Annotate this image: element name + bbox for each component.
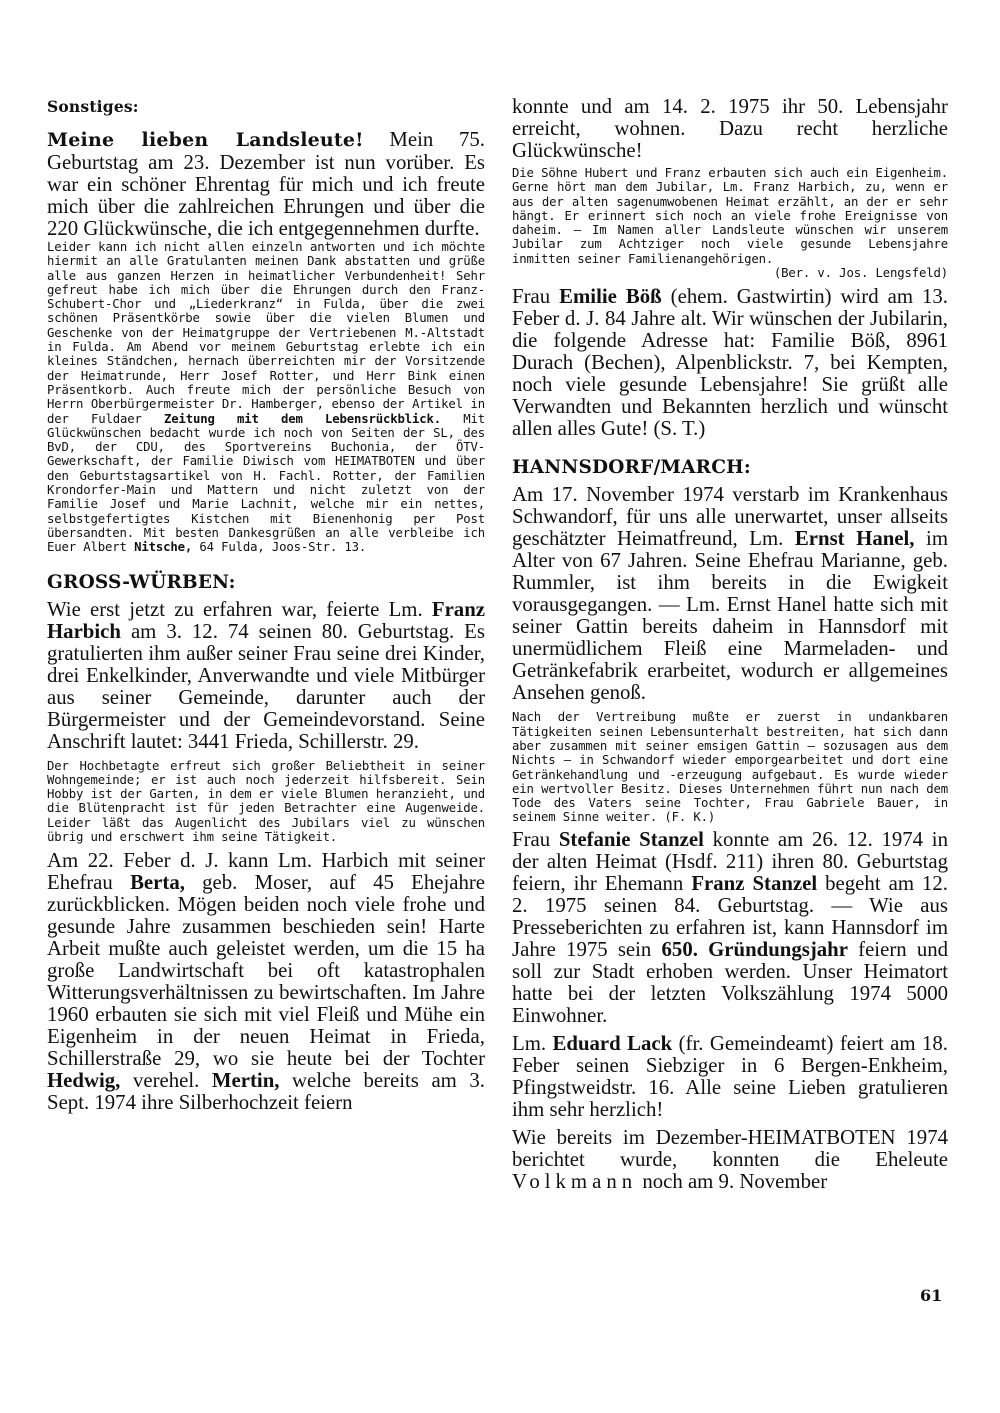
page-number: 61: [920, 1286, 943, 1305]
paragraph: Frau Stefanie Stanzel konnte am 26. 12. 1974 in der alten Heimat (Hsdf. 211) ihren 80. Geburtstag feiern, ihr Ehemann Franz Stanzel begeht am 12. 2. 1975 seinen 84. Geburtstag. — Wie aus Presseberichten zu erfahren ist, kann Hannsdorf im Jahre 1975 sein 650. Gründungsjahr feiern und soll zur Stadt erhoben werden. Unser Heimatort hatte bei der letzten Volkszählung 1974 5000 Einwohner.: [512, 827, 949, 1027]
person-name: Berta,: [130, 871, 185, 895]
paragraph: Am 22. Feber d. J. kann Lm. Harbich mit seiner Ehefrau Berta, geb. Moser, auf 45 Ehejahre zurückblicken. Mögen beiden noch viele frohe und gesunde Jahre zusammen beschieden sein! Harte Arbeit mußte auch geleistet werden, um die 15 ha große Landwirtschaft bei oft katastrophalen Witterungsverhältnissen zu bewirtschaften. Im Jahre 1960 erbauten sie sich mit viel Fleiß und Mühe ein Eigenheim in der neuen Heimat in Frieda, Schillerstraße 29, wo sie heute bei der Tochter Hedwig, verehel. Mertin, welche bereits am 3. Sept. 1974 ihre Silberhochzeit feiern: [47, 849, 486, 1115]
paragraph: Die Söhne Hubert und Franz erbauten sich auch ein Eigenheim. Gerne hört man dem Jubilar, Lm. Franz Harbich, zu, wenn er aus der alten sagenumwobenen Heimat erzählt, an der er sehr hängt. Er erinnert sich noch an viele frohe Ereignisse von daheim. — Im Namen aller Landsleute wünschen wir unserem Jubilar zum Achtziger noch viele gesunde Lebensjahre inmitten seiner Familienangehörigen.: [512, 166, 948, 266]
bold-text: Zeitung mit dem Lebensrückblick.: [164, 411, 442, 426]
left-column: [47, 96, 485, 1114]
signature: (Ber. v. Jos. Lengsfeld): [773, 266, 948, 281]
person-name: Ernst Hanel,: [794, 527, 915, 551]
paragraph: Frau Emilie Böß (ehem. Gastwirtin) wird am 13. Feber d. J. 84 Jahre alt. Wir wünschen der Jubilarin, die folgende Adresse hat: Familie Böß, 8961 Durach (Bechen), Alpenblickstr. 7, bei Kempten, noch viele gesunde Lebensjahre! Sie grüßt alle Verwandten und Bekannten herzlich und wünscht allen alles Gute! (S. T.): [512, 285, 948, 441]
paragraph: Meine lieben Landsleute! Mein 75. Geburtstag am 23. Dezember ist nun vorüber. Es war ein schöner Ehrentag für mich und ich freute mich über die zahlreichen Ehrungen und über die 220 Glückwünsche, die ich entgegennehmen durfte.: [47, 128, 485, 240]
paragraph: Der Hochbetagte erfreut sich großer Beliebtheit in seiner Wohngemeinde; er ist auch noch jederzeit hilfsbereit. Sein Hobby ist der Garten, in dem er viele Blumen heranzieht, und die Blütenpracht ist für jeden Betrachter eine Augenweide. Leider läßt das Augenlicht des Jubilars viel zu wünschen übrig und erschwert ihm seine Tätigkeit.: [47, 758, 485, 845]
paragraph: Leider kann ich nicht allen einzeln antworten und ich möchte hiermit an alle Gratulanten meinen Dank abstatten und grüße alle aus ganzen Herzen in heimatlicher Verbundenheit! Sehr gefreut habe ich mich über die Ehrungen durch den Franz-Schubert-Chor und „Liederkranz“ in Fulda, über die zwei schönen Präsentkörbe sowie über die vielen Blumen und Geschenke von der Heimatgruppe der Vertriebenen M.-Altstadt in Fulda. Am Abend vor meinem Geburtstag erlebte ich ein kleines Ständchen, hernach überreichten mir der Vorsitzende der Heimatrunde, Herr Josef Rotter, und Herr Bink einen Präsentkorb. Auch freute mich der persönliche Besuch von Herrn Oberbürgermeister Dr. Hamberger, ebenso der Artikel in der Fuldaer Zeitung mit dem Lebensrückblick. Mit Glückwünschen bedacht wurde ich noch von Seiten der SL, des BvD, der CDU, des Sportvereins Buchonia, der ÖTV-Gewerkschaft, der Familie Diwisch vom HEIMATBOTEN und über den Geburtstagsartikel von H. Fachl. Rotter, der Familien Krondorfer-Main und Mattern und nicht zuletzt von der Familie Josef und Marie Lachnit, welche mir ein nettes, selbstgefertigtes Kistchen mit Bienenhonig per Post übersandten. Mit besten Dankesgrüßen an alle verbleibe ich Euer Albert Nitsche, 64 Fulda, Joos-Str. 13.: [47, 240, 486, 555]
person-name: Eduard Lack: [552, 1031, 673, 1055]
person-name: Emilie Böß: [559, 285, 662, 309]
person-name: Mertin,: [211, 1069, 280, 1093]
paragraph: Nach der Vertreibung mußte er zuerst in undankbaren Tätigkeiten seinen Lebensunterhalt bestreiten, hat sich dann aber zusammen mit seiner emsigen Gattin — sozusagen aus dem Nichts — in Schwandorf wieder emporgearbeitet und dort eine Getränkehandlung und -erzeugung aufgebaut. Es wurde wieder ein wertvoller Besitz. Dieses Unternehmen führt nun nach dem Tode des Vaters seine Tochter, Frau Gabriele Bauer, in seinem Sinne weiter. (F. K.): [512, 710, 948, 825]
author-name: Nitsche,: [134, 540, 193, 555]
person-name: Stefanie Stanzel: [558, 827, 704, 851]
person-name: Franz Stanzel: [691, 871, 818, 895]
paragraph: Am 17. November 1974 verstarb im Krankenhaus Schwandorf, für uns alle unerwartet, unser allseits geschätzter Heimatfreund, Lm. Ernst Hanel, im Alter von 67 Jahren. Seine Ehefrau Marianne, geb. Rummler, ist ihm bereits in die Ewigkeit vorausgegangen. — Lm. Ernst Hanel hatte sich mit seiner Gattin bereits daheim in Hannsdorf mit unermüdlichem Fleiß eine Marmeladen- und Getränkefabrik erarbeitet, wodurch er allgemeines Ansehen genoß.: [512, 483, 949, 705]
person-name: Hedwig,: [47, 1069, 121, 1093]
paragraph: Wie bereits im Dezember-HEIMATBOTEN 1974 berichtet wurde, konnten die Eheleute Volkmann noch am 9. November: [512, 1125, 948, 1193]
right-column: [512, 96, 948, 1193]
bold-text: 650. Gründungsjahr: [661, 937, 848, 961]
person-name-spaced: Volkmann: [512, 1169, 638, 1193]
paragraph: konnte und am 14. 2. 1975 ihr 50. Lebensjahr erreicht, wohnen. Dazu recht herzliche Glückwünsche!: [512, 95, 948, 162]
paragraph: Lm. Eduard Lack (fr. Gemeindeamt) feiert am 18. Feber seinen Siebziger in 6 Bergen-Enkheim, Pfingstweidstr. 16. Alle seine Lieben gratulieren ihm sehr herzlich!: [512, 1031, 948, 1121]
salutation: Meine lieben Landsleute!: [47, 129, 364, 151]
paragraph: Wie erst jetzt zu erfahren war, feierte Lm. Franz Harbich am 3. 12. 74 seinen 80. Geburtstag. Es gratulierten ihm außer seiner Frau seine drei Kinder, drei Enkelkinder, Anverwandte und viele Mitbürger aus seiner Gemeinde, darunter auch der Bürgermeister und der Gemeindevorstand. Seine Anschrift lautet: 3441 Frieda, Schillerstr. 29.: [47, 597, 485, 753]
section-heading-sonstiges: Sonstiges:: [47, 97, 139, 116]
section-heading-gross-wuerben: GROSS-WÜRBEN:: [47, 571, 236, 593]
section-heading-hannsdorf: HANNSDORF/MARCH:: [512, 457, 751, 479]
person-name: Franz Harbich: [47, 597, 485, 643]
